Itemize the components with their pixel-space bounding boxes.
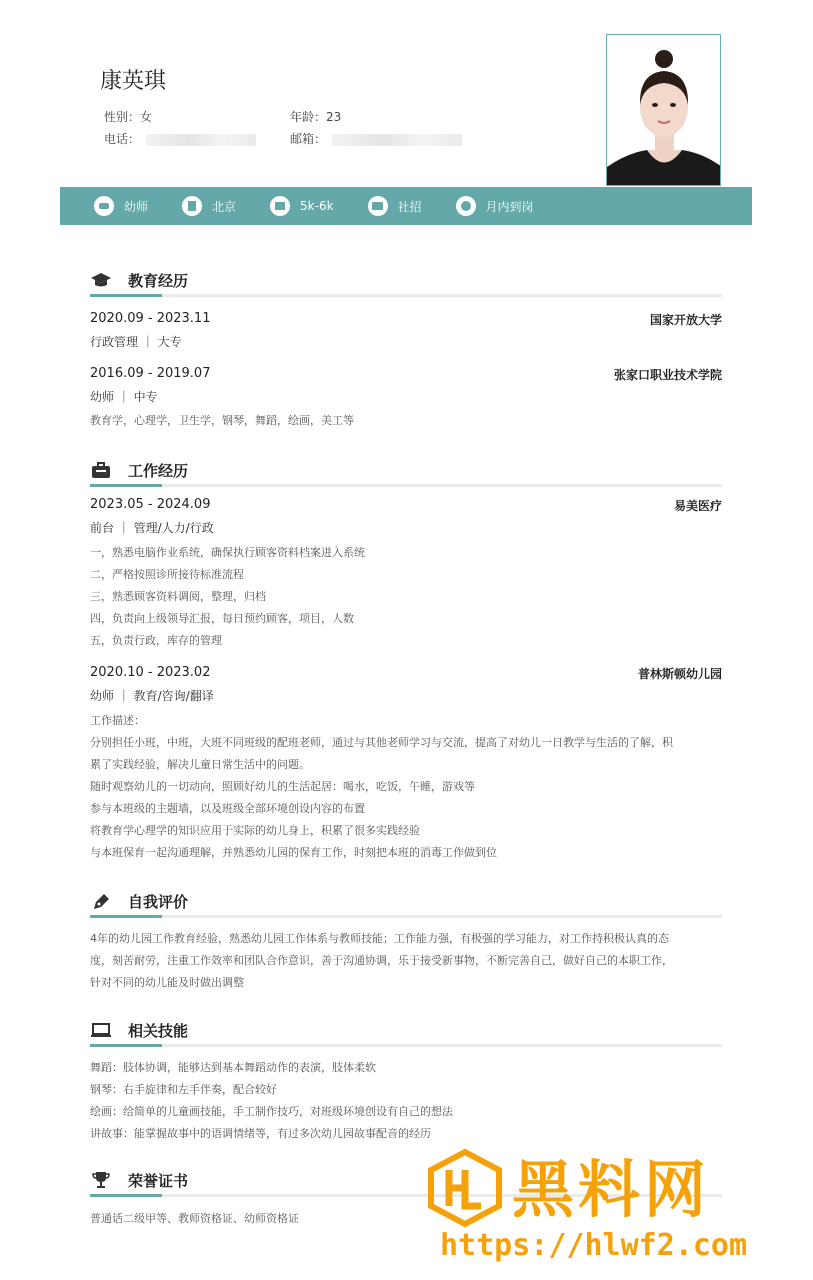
section-title: 教育经历 [128, 272, 189, 290]
summary-bar [60, 187, 752, 225]
work-duty: 将教育学心理学的知识应用于实际的幼儿身上，积累了很多实践经验 [90, 824, 420, 837]
candidate-name: 康英琪 [100, 69, 167, 94]
work-duty: 与本班保育一起沟通理解，并熟悉幼儿园的保育工作，时刻把本班的消毒工作做到位 [90, 846, 497, 859]
skills-section-header [90, 1014, 722, 1054]
tag-availability [456, 196, 534, 216]
skill-item: 讲故事：能掌握故事中的语调情绪等，有过多次幼儿园故事配音的经历 [90, 1127, 431, 1140]
edu-date: 2016.09 - 2019.07 [90, 366, 211, 381]
email [290, 130, 462, 147]
self-eval-text: 度，刻苦耐劳，注重工作效率和团队合作意识，善于沟通协调，乐于接受新事物，不断完善自己，做好自己的本职工作， [90, 954, 673, 967]
work-duty: 二，严格按照诊所接待标准流程 [90, 568, 244, 581]
skill-item: 钢琴：右手旋律和左手伴奏，配合较好 [90, 1083, 277, 1096]
edu-courses: 教育学，心理学，卫生学，钢琴，舞蹈，绘画，美工等 [90, 414, 354, 427]
watermark-url: https://hlwf2.com [440, 1228, 748, 1263]
work-duty: 参与本班级的主题墙，以及班级全部环境创设内容的布置 [90, 802, 365, 815]
briefcase-icon [90, 460, 112, 480]
email-label: 邮箱： [290, 132, 327, 146]
work-role: 幼师 ｜ 教育/咨询/翻译 [90, 689, 214, 703]
tag-label: 北京 [212, 199, 237, 214]
graduation-icon [94, 196, 114, 216]
edu-major: 行政管理 ｜ 大专 [90, 335, 182, 349]
work-duty: 分别担任小班，中班，大班不同班级的配班老师，通过与其他老师学习与交流，提高了对幼儿一日教学与生活的了解，积 [90, 736, 673, 749]
building-icon [182, 196, 202, 216]
self-eval-text: 4年的幼儿园工作教育经验，熟悉幼儿园工作体系与教师技能；工作能力强，有极强的学习能力，对工作持积极认真的态 [90, 932, 669, 945]
tag-label: 社招 [397, 199, 422, 214]
laptop-icon [90, 1020, 112, 1040]
tag-city [182, 196, 236, 216]
self-eval-text: 针对不同的幼儿能及时做出调整 [90, 976, 244, 989]
section-title: 相关技能 [128, 1022, 189, 1040]
money-icon [270, 196, 290, 216]
edu-major: 幼师 ｜ 中专 [90, 390, 158, 404]
tag-label: 月内到岗 [485, 199, 534, 214]
watermark-logo-icon [425, 1148, 505, 1228]
tag-salary [270, 196, 334, 216]
briefcase-icon [368, 196, 388, 216]
work-company: 易美医疗 [673, 499, 722, 513]
edu-date: 2020.09 - 2023.11 [90, 311, 211, 326]
work-section-header [90, 454, 722, 494]
age: 年龄：23 [290, 110, 342, 124]
edu-school: 国家开放大学 [649, 313, 722, 327]
pen-icon [90, 891, 112, 911]
work-duty: 四，负责向上级领导汇报，每日预约顾客，项目，人数 [90, 612, 354, 625]
tag-hire-type [368, 196, 422, 216]
work-duty: 累了实践经验，解决儿童日常生活中的问题。 [90, 758, 310, 771]
work-duty: 随时观察幼儿的一切动向，照顾好幼儿的生活起居：喝水，吃饭，午睡，游戏等 [90, 780, 475, 793]
work-date: 2020.10 - 2023.02 [90, 665, 211, 680]
email-redacted [332, 134, 462, 146]
watermark-text: 黑料网 [512, 1153, 711, 1226]
section-title: 工作经历 [128, 462, 189, 480]
phone [104, 130, 256, 147]
skill-item: 绘画：给简单的儿童画技能，手工制作技巧，对班级环境创设有自己的想法 [90, 1105, 453, 1118]
tag-position [94, 196, 148, 216]
phone-redacted [146, 134, 256, 146]
honors-text: 普通话二级甲等、教师资格证、幼师资格证 [90, 1212, 299, 1225]
work-duty: 一，熟悉电脑作业系统，确保执行顾客资料档案进入系统 [90, 546, 365, 559]
work-company: 普林斯顿幼儿园 [637, 667, 722, 681]
section-title: 荣誉证书 [128, 1172, 189, 1190]
skill-item: 舞蹈：肢体协调，能够达到基本舞蹈动作的表演，肢体柔软 [90, 1061, 376, 1074]
work-duty: 工作描述： [90, 714, 145, 727]
gender: 性别：女 [104, 110, 153, 124]
phone-label: 电话： [104, 132, 141, 146]
work-date: 2023.05 - 2024.09 [90, 497, 211, 512]
self-eval-section-header [90, 885, 722, 925]
graduation-cap-icon [90, 270, 112, 290]
tag-label: 幼师 [124, 199, 149, 214]
tag-label: 5k-6k [300, 199, 334, 213]
profile-photo [606, 34, 721, 186]
clock-icon [456, 196, 476, 216]
edu-school: 张家口职业技术学院 [613, 368, 722, 382]
trophy-icon [90, 1170, 112, 1190]
section-title: 自我评价 [128, 893, 189, 911]
work-duty: 五，负责行政，库存的管理 [90, 634, 222, 647]
work-role: 前台 ｜ 管理/人力/行政 [90, 521, 214, 535]
work-duty: 三，熟悉顾客资料调阅，整理，归档 [90, 590, 266, 603]
education-section-header [90, 264, 722, 304]
